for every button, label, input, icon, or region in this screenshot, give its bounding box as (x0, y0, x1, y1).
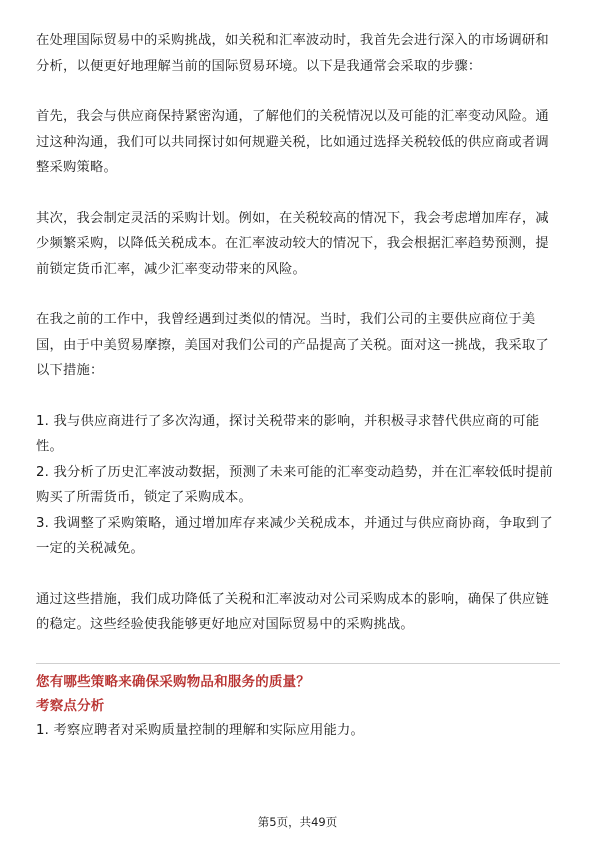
intro-paragraph: 在处理国际贸易中的采购挑战，如关税和汇率波动时，我首先会进行深入的市场调研和分析，以便更好地理解当前的国际贸易环境。以下是我通常会采取的步骤： (36, 33, 549, 74)
document-body (36, 28, 560, 743)
question-heading: 您有哪些策略来确保采购物品和服务的质量？ (36, 673, 310, 690)
first-step-paragraph: 首先，我会与供应商保持紧密沟通，了解他们的关税情况以及可能的汇率变动风险。通过这种沟通，我们可以共同探讨如何规避关税，比如通过选择关税较低的供应商或者调整采购策略。 (36, 109, 549, 175)
second-step-paragraph: 其次，我会制定灵活的采购计划。例如，在关税较高的情况下，我会考虑增加库存，减少频繁采购，以降低关税成本。在汇率波动较大的情况下，我会根据汇率趋势预测，提前锁定货币汇率，减少汇率变动带来的风险。 (36, 210, 549, 277)
list-item: 2. 我分析了历史汇率波动数据，预测了未来可能的汇率变动趋势，并在汇率较低时提前购买了所需货币，锁定了采购成本。 (36, 464, 553, 505)
conclusion-paragraph: 通过这些措施，我们成功降低了关税和汇率波动对公司采购成本的影响，确保了供应链的稳定。这些经验使我能够更好地应对国际贸易中的采购挑战。 (36, 591, 549, 632)
analysis-title: 考察点分析 (36, 697, 105, 714)
measures-list (36, 409, 560, 562)
experience-paragraph: 在我之前的工作中，我曾经遇到过类似的情况。当时，我们公司的主要供应商位于美国，由于中美贸易摩擦，美国对我们公司的产品提高了关税。面对这一挑战，我采取了以下措施： (36, 312, 549, 378)
list-item: 3. 我调整了采购策略，通过增加库存来减少关税成本，并通过与供应商协商，争取到了一定的关税减免。 (36, 515, 553, 556)
list-item: 1. 我与供应商进行了多次沟通，探讨关税带来的影响，并积极寻求替代供应商的可能性。 (36, 413, 540, 454)
page-number: 第5页，共49页 (257, 815, 338, 829)
section-divider (36, 663, 560, 664)
analysis-item: 1. 考察应聘者对采购质量控制的理解和实际应用能力。 (36, 722, 364, 738)
